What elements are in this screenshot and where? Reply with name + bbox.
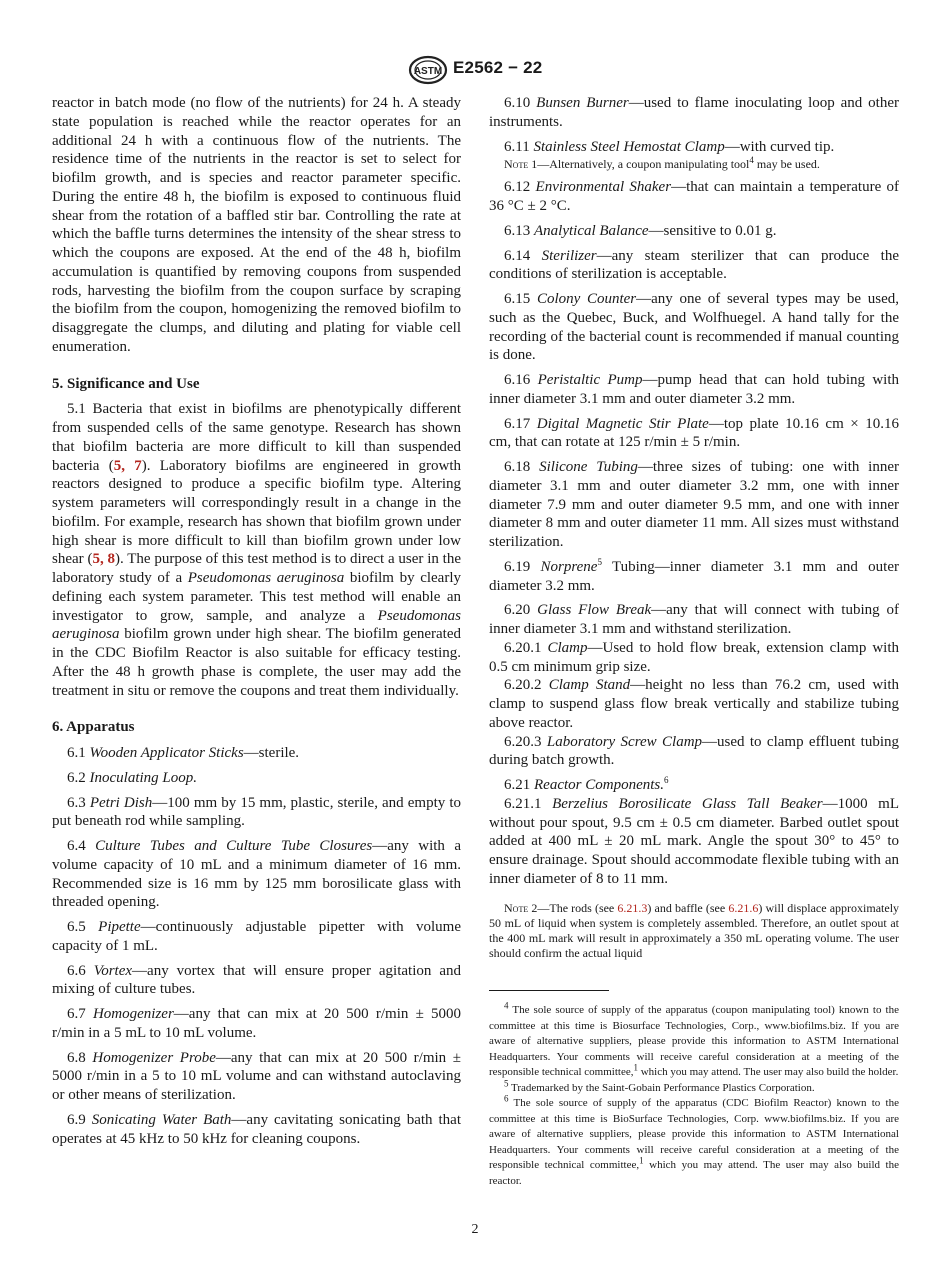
astm-logo-icon	[408, 54, 448, 86]
section-6-heading: 6. Apparatus	[52, 719, 135, 736]
item-6-19: 6.19 Norprene$^5$ Tubing—inner diameter 3.1 mm and outer diameter 3.2 mm.	[489, 556, 900, 594]
item-6-17: 6.17 Digital Magnetic Stir Plate—top plate 10.16 cm × 10.16 cm, that can rotate at 125 r/min ± 5 r/min.	[489, 415, 900, 451]
item-6-20-3: 6.20.3 Laboratory Screw Clamp—used to clamp effluent tubing during batch growth.	[489, 733, 899, 769]
right-column	[489, 94, 899, 961]
footnote-5: $^5$ Trademarked by the Saint-Gobain Performance Plastics Corporation.	[504, 1077, 815, 1094]
reference-link[interactable]: 7	[134, 457, 142, 474]
item-6-12: 6.12 Environmental Shaker—that can maintain a temperature of 36 °C ± 2 °C.	[489, 179, 900, 214]
item-6-10: 6.10 Bunsen Burner—used to flame inoculating loop and other instruments.	[489, 95, 899, 130]
item-6-4: 6.4 Culture Tubes and Culture Tube Closures—any with a volume capacity of 10 mL and a minimum diameter of 16 mm. Recommended size is 16 mm by 125 mm borosilicate glass with threaded opening.	[52, 838, 461, 911]
section-link[interactable]: 6.21.3	[617, 900, 648, 915]
page-number: 2	[471, 1222, 479, 1237]
item-6-16: 6.16 Peristaltic Pump—pump head that can hold tubing with inner diameter 3.1 mm and outer diameter 3.2 mm.	[489, 372, 899, 407]
note-1: Note 1—Alternatively, a coupon manipulating tool$^4$ may be used.	[504, 155, 820, 172]
page-header	[0, 54, 950, 88]
document-number: E2562 − 22	[453, 58, 543, 77]
item-6-7: 6.7 Homogenizer—any that can mix at 20 500 r/min ± 5000 r/min in a 5 mL to 10 mL volume.	[52, 1006, 462, 1041]
item-6-21: 6.21 Reactor Components.$^6$	[504, 775, 669, 793]
section-5-heading: 5. Significance and Use	[52, 375, 200, 392]
footnote-6: $^6$ The sole source of supply of the apparatus (CDC Biofilm Reactor) known to the committee at this time is BioSurface Technologies, Corp. www.biofilms.biz. If you are aware of alternative suppliers, please provide this information to ASTM International Headquarters. Your comments will receive careful consideration at a meeting of the responsible technical committee,$^1$ which you may attend. The user may also build the reactor.	[489, 1093, 899, 1187]
item-6-11: 6.11 Stainless Steel Hemostat Clamp—with curved tip.	[504, 138, 835, 155]
item-6-1: 6.1 Wooden Applicator Sticks—sterile.	[67, 745, 300, 761]
item-6-8: 6.8 Homogenizer Probe—any that can mix at 20 500 r/min ± 5000 r/min in a 5 to 10 mL volume and can withstand autoclaving or other means of sterilization.	[52, 1049, 462, 1103]
paragraph-5-1: 5.1 Bacteria that exist in biofilms are phenotypically different from suspended cells of the same genotype. Research has shown that biofilm bacteria are more difficult to kill than suspended bacteria (5, 7). Laboratory biofilms are engineered in growth reactors designed to produce a specific biofilm type. Altering system parameters will correspondingly result in a change in the biofilm. For example, research has shown that biofilm grown under high shear is more difficult to kill than biofilm grown under low shear (5, 8). The purpose of this test method is to direct a user in the laboratory study of a Pseudomonas aeruginosa biofilm by clearly defining each system parameter. This test method will enable an investigator to grow, sample, and analyze a Pseudomonas aeruginosa biofilm grown under high shear. The biofilm generated in the CDC Biofilm Reactor is also suitable for efficacy testing. After the 48 h growth phase is complete, the user may add the treatment in situ or remove the coupons and treat them individually.	[52, 401, 462, 699]
item-6-3: 6.3 Petri Dish—100 mm by 15 mm, plastic, sterile, and empty to put beneath rod while sampling.	[52, 794, 461, 830]
item-6-2: 6.2 Inoculating Loop.	[67, 769, 197, 786]
item-6-6: 6.6 Vortex—any vortex that will ensure proper agitation and mixing of culture tubes.	[52, 962, 462, 998]
item-6-13: 6.13 Analytical Balance—sensitive to 0.01 g.	[504, 222, 777, 239]
item-6-5: 6.5 Pipette—continuously adjustable pipetter with volume capacity of 1 mL.	[52, 919, 461, 954]
reference-link[interactable]: 5	[113, 457, 122, 474]
reference-link[interactable]: 5	[92, 551, 100, 568]
item-6-9: 6.9 Sonicating Water Bath—any cavitating sonicating bath that operates at 45 kHz to 50 kHz for cleaning coupons.	[52, 1111, 462, 1147]
intro-paragraph: reactor in batch mode (no flow of the nutrients) for 24 h. A steady state population is reached while the reactor operates for an additional 24 h with a continuous flow of the nutrients. The residence time of the nutrients in the reactor is set to select for biofilm growth, and is species and reactor parameter specific. During the entire 48 h, the biofilm is exposed to continuous fluid shear from the rotation of a baffled stir bar. Controlling the rate at which the baffle turns determines the intensity of the shear stress to which the coupons are exposed. At the end of the 48 h, biofilm accumulation is quantified by removing coupons from suspended rods, harvesting the biofilm from the coupon surface by scraping the biofilm from the coupon, homogenizing the removed biofilm to disaggregate the clumps, and diluting and plating for viable cell enumeration.	[52, 95, 461, 355]
item-6-20-2: 6.20.2 Clamp Stand—height no less than 76.2 cm, used with clamp to suspend glass flow break vertically and stabilize tubing above reactor.	[489, 677, 900, 731]
svg-text:ASTM: ASTM	[413, 66, 443, 77]
note-2: Note 2—The rods (see 6.21.3) and baffle (see 6.21.6) will displace approximately 50 mL of liquid when system is completely assembled. Therefore, an outlet spout at the 400 mL mark will result in approximately a 350 mL operating volume. The user should confirm the actual liquid	[489, 900, 900, 960]
left-column	[52, 94, 461, 1148]
footnote-divider	[489, 990, 609, 991]
item-6-15: 6.15 Colony Counter—any one of several types may be used, such as the Quebec, Buck, and Wolfhuegel. A hand tally for the recording of the bacterial count is recommended if manual counting is done.	[489, 291, 899, 364]
item-6-18: 6.18 Silicone Tubing—three sizes of tubing: one with inner diameter 3.1 mm and outer diameter 3.2 mm, one with inner diameter 7.9 mm and outer diameter 9.5 mm, and one with inner diameter 8 mm and outer diameter 11 mm. All sizes must withstand sterilization.	[489, 459, 900, 550]
footnotes	[489, 1000, 899, 1189]
item-6-20: 6.20 Glass Flow Break—any that will connect with tubing of inner diameter 3.1 mm and withstand sterilization.	[489, 602, 899, 637]
footnote-4: $^4$ The sole source of supply of the apparatus (coupon manipulating tool) known to the committee at this time is Biosurface Technologies, Corp., www.biofilms.biz. If you are aware of alternative suppliers, please provide this information to ASTM International Headquarters. Your comments will receive careful consideration at a meeting of the responsible technical committee,$^1$ which you may attend. The user may also build the holder.	[489, 1000, 899, 1078]
section-link[interactable]: 6.21.6	[728, 900, 759, 915]
item-6-14: 6.14 Sterilizer—any steam sterilizer that can produce the conditions of sterilization is acceptable.	[489, 247, 900, 283]
item-6-21-1: 6.21.1 Berzelius Borosilicate Glass Tall Beaker—1000 mL without pour spout, 9.5 cm ± 0.5 cm diameter. Barbed outlet spout added at 400 mL ± 20 mL mark. Angle the spout 30° to 45° to ensure drainage. Spout should accommodate flexible tubing with an inner diameter of 8 to 11 mm.	[489, 795, 899, 887]
item-6-20-1: 6.20.1 Clamp—Used to hold flow break, extension clamp with 0.5 cm minimum grip size.	[489, 639, 899, 675]
reference-link[interactable]: 8	[107, 551, 115, 568]
